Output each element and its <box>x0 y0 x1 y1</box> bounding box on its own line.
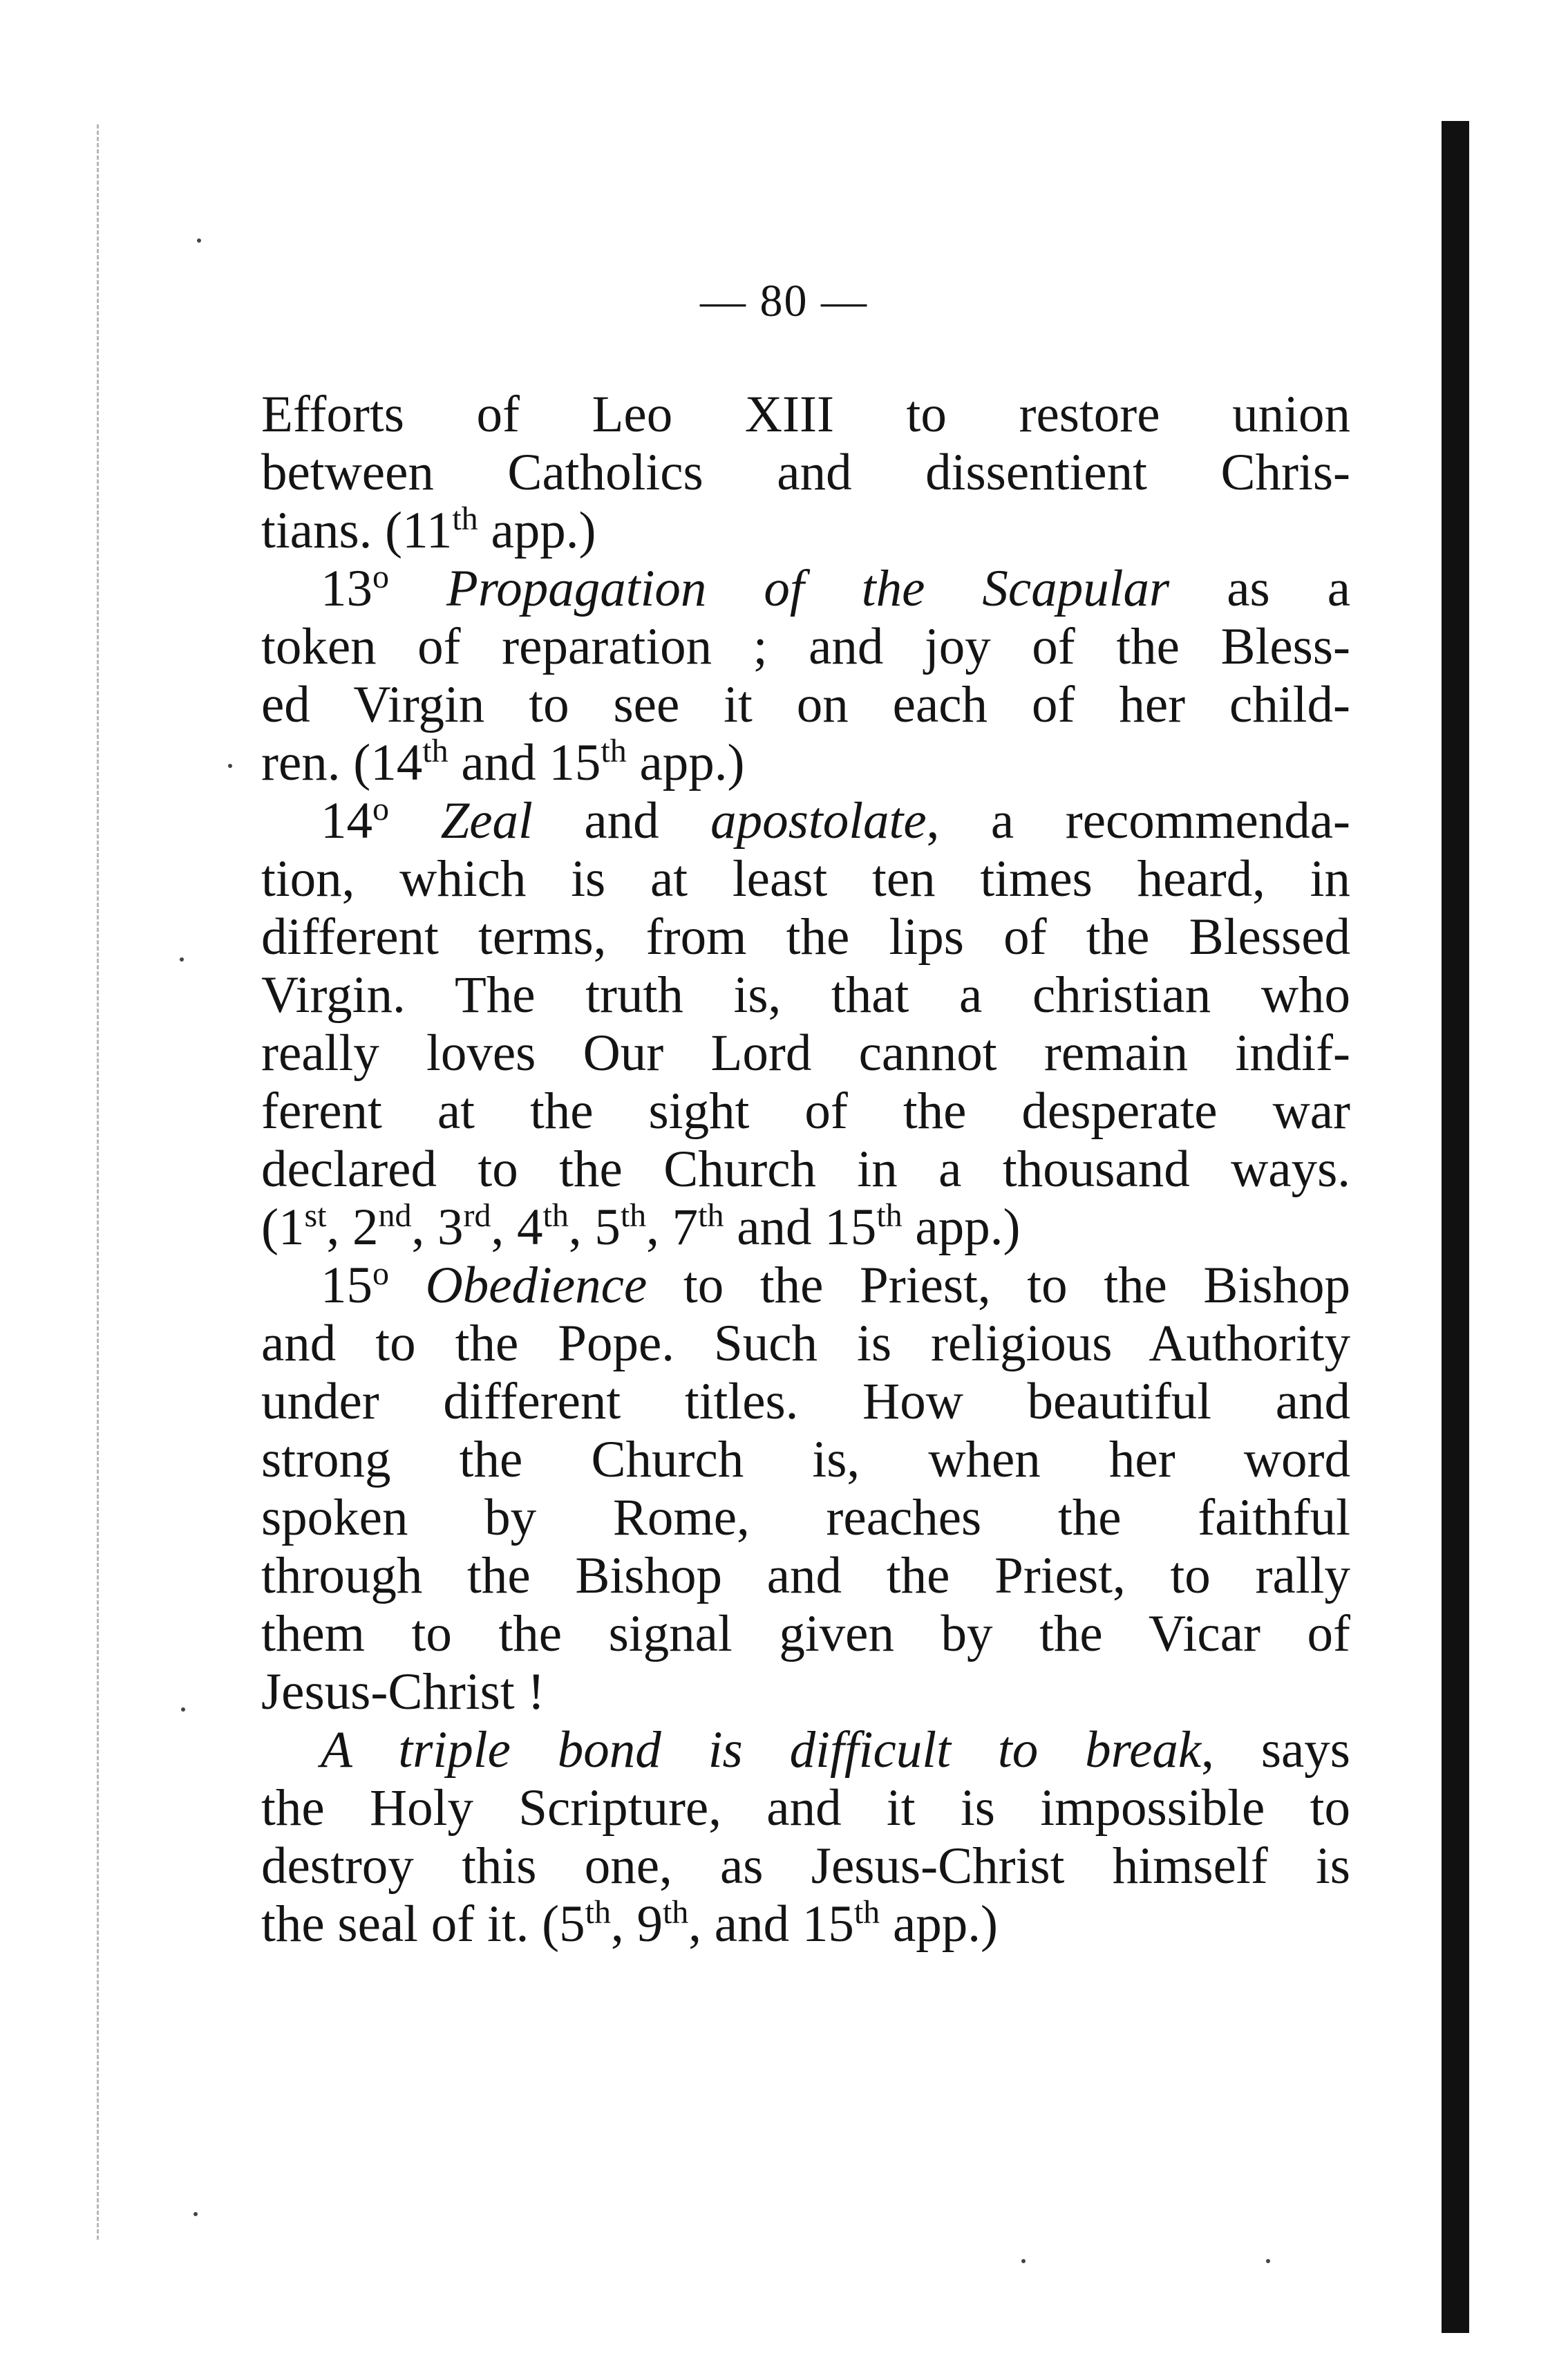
text-run: to the Priest, to the Bishop <box>647 1257 1350 1314</box>
text-run: and to the Pope. Such is religious Authority <box>261 1315 1350 1372</box>
scan-speck <box>197 238 201 243</box>
ordinal-suffix: th <box>876 1199 903 1234</box>
text-line <box>261 1083 1350 1141</box>
text-run: , 3 <box>411 1199 464 1256</box>
text-line <box>261 618 1350 676</box>
italic-text: Zeal <box>440 792 533 850</box>
text-run: destroy this one, as Jesus-Christ himself is <box>261 1837 1350 1895</box>
text-line <box>261 1024 1350 1083</box>
ordinal-suffix: th <box>662 1895 689 1931</box>
text-run: , 9 <box>610 1895 663 1953</box>
text-run: ed Virgin to see it on each of her child- <box>261 676 1350 733</box>
text-line <box>261 1779 1350 1837</box>
text-run: the seal of it. (5 <box>261 1895 585 1953</box>
text-run <box>389 792 441 850</box>
text-run: as a <box>1169 560 1350 617</box>
text-line <box>261 1547 1350 1605</box>
ordinal-suffix: th <box>601 734 627 769</box>
text-run: and <box>532 792 711 850</box>
text-run: 15 <box>321 1257 372 1314</box>
text-line <box>261 792 1350 850</box>
text-line <box>261 1141 1350 1199</box>
text-run: ferent at the sight of the desperate war <box>261 1083 1350 1140</box>
text-run <box>389 560 446 617</box>
scan-speck <box>1021 2259 1026 2263</box>
text-run: strong the Church is, when her word <box>261 1431 1350 1488</box>
ordinal-suffix: nd <box>378 1199 412 1234</box>
text-line <box>261 502 1350 560</box>
text-run: app.) <box>478 502 596 559</box>
ordinal-suffix: o <box>372 560 389 595</box>
text-run: 13 <box>321 560 372 617</box>
text-line <box>261 908 1350 966</box>
text-run: and 15 <box>448 734 601 791</box>
text-run <box>389 1257 426 1314</box>
text-line <box>261 850 1350 908</box>
ordinal-suffix: th <box>698 1199 724 1234</box>
text-run: through the Bishop and the Priest, to rally <box>261 1547 1350 1604</box>
ordinal-suffix: th <box>853 1895 880 1931</box>
ordinal-suffix: st <box>304 1199 327 1234</box>
text-line <box>261 560 1350 618</box>
body-text <box>261 386 1350 1953</box>
text-line <box>261 1895 1350 1953</box>
text-run: the Holy Scripture, and it is impossible to <box>261 1779 1350 1837</box>
ordinal-suffix: th <box>452 502 478 537</box>
text-line <box>261 1605 1350 1663</box>
text-run: app.) <box>880 1895 998 1953</box>
text-run: tion, which is at least ten times heard, in <box>261 850 1350 908</box>
text-line <box>261 1489 1350 1547</box>
ordinal-suffix: th <box>620 1199 647 1234</box>
italic-text: A triple bond is difficult to break <box>321 1721 1202 1779</box>
text-line <box>261 386 1350 444</box>
italic-text: apostolate <box>710 792 927 850</box>
text-line <box>261 1373 1350 1431</box>
text-run: 14 <box>321 792 372 850</box>
text-run: spoken by Rome, reaches the faithful <box>261 1489 1350 1546</box>
text-line <box>261 1431 1350 1489</box>
text-run: token of reparation ; and joy of the Bless- <box>261 618 1350 675</box>
italic-text: Propagation of the Scapular <box>446 560 1170 617</box>
text-run: app.) <box>902 1199 1021 1256</box>
text-run: app.) <box>626 734 745 791</box>
text-run: , 4 <box>491 1199 543 1256</box>
text-line <box>261 734 1350 792</box>
text-run: declared to the Church in a thousand ways. <box>261 1141 1350 1198</box>
text-run: , and 15 <box>688 1895 854 1953</box>
text-line <box>261 676 1350 734</box>
text-run: , a recommenda- <box>926 792 1350 850</box>
text-run: different terms, from the lips of the Blessed <box>261 908 1350 966</box>
text-run: , says <box>1201 1721 1350 1779</box>
ordinal-suffix: th <box>585 1895 611 1931</box>
text-line <box>261 1721 1350 1779</box>
scan-right-border <box>1442 121 1469 2333</box>
scan-speck <box>228 764 232 768</box>
ordinal-suffix: th <box>542 1199 569 1234</box>
text-line <box>261 1257 1350 1315</box>
text-line <box>261 444 1350 502</box>
text-line <box>261 1315 1350 1373</box>
text-line <box>261 1663 1350 1721</box>
text-line <box>261 1837 1350 1895</box>
text-run: Virgin. The truth is, that a christian who <box>261 966 1350 1024</box>
text-run: ren. (14 <box>261 734 423 791</box>
text-run: , 5 <box>568 1199 621 1256</box>
text-run: , 7 <box>646 1199 699 1256</box>
ordinal-suffix: th <box>422 734 448 769</box>
text-run: them to the signal given by the Vicar of <box>261 1605 1350 1662</box>
text-line <box>261 1199 1350 1257</box>
scan-left-edge <box>97 124 99 2240</box>
text-line <box>261 966 1350 1024</box>
scan-speck <box>181 1707 185 1712</box>
text-run: Efforts of Leo XIII to restore union <box>261 386 1350 443</box>
italic-text: Obedience <box>425 1257 648 1314</box>
ordinal-suffix: rd <box>463 1199 491 1234</box>
text-run: between Catholics and dissentient Chris- <box>261 444 1350 501</box>
scan-speck <box>180 957 184 962</box>
scan-speck <box>193 2212 198 2216</box>
text-run: Jesus-Christ ! <box>261 1663 545 1721</box>
ordinal-suffix: o <box>372 792 389 827</box>
text-run: under different titles. How beautiful and <box>261 1373 1350 1430</box>
text-run: really loves Our Lord cannot remain indif- <box>261 1024 1350 1082</box>
page-number: — 80 — <box>700 276 868 326</box>
scan-speck <box>1266 2259 1270 2263</box>
text-run: tians. (11 <box>261 502 453 559</box>
text-run: and 15 <box>724 1199 877 1256</box>
text-run: , 2 <box>326 1199 379 1256</box>
ordinal-suffix: o <box>372 1257 389 1292</box>
text-run: (1 <box>261 1199 305 1256</box>
